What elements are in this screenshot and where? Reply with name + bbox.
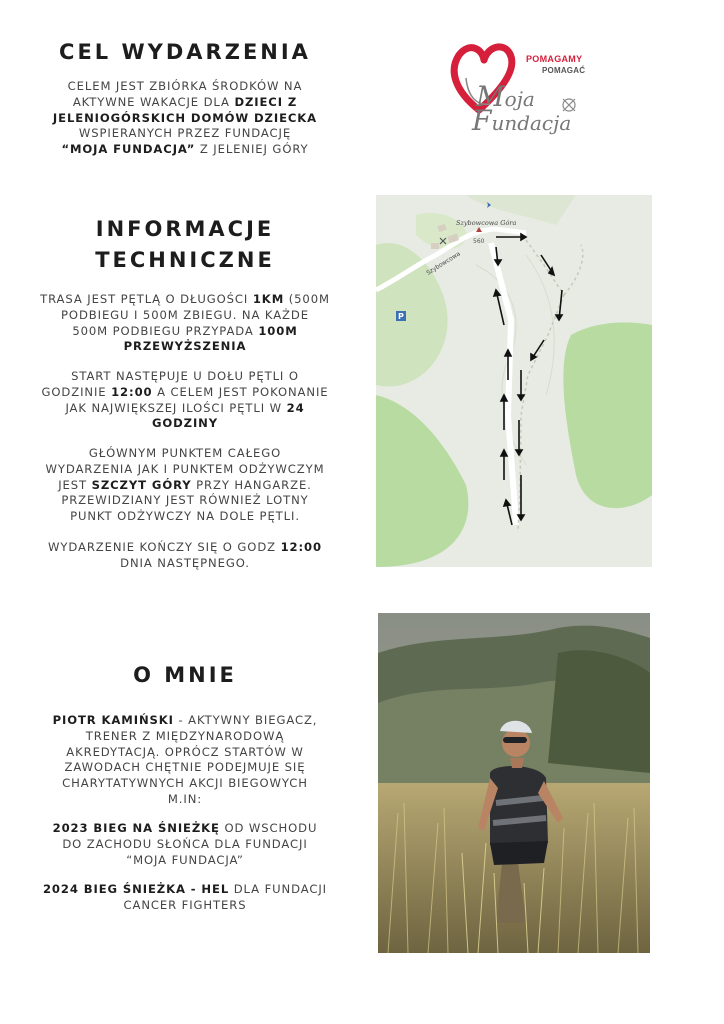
text-line: TRASA JEST PĘTLĄ O DŁUGOŚCI [40,292,253,306]
forest-area [563,323,652,509]
runner-photo [378,613,650,953]
text-line: DNIA NASTĘPNEGO. [120,555,250,570]
section-title-event-goal: CEL WYDARZENIA [59,40,311,64]
logo-script-2: Fundacja [472,104,572,137]
text-line: 500M PODBIEGU PRZYPADA [72,323,259,338]
section-title-technical-info [40,214,330,276]
parking-label: P [398,312,404,321]
logo-script-1: Moja [476,80,535,113]
title-line: TECHNICZNE [95,248,275,272]
text-line: GODZINIE [41,384,112,399]
text-line: OD WSCHODU [219,821,318,835]
text-line: GŁÓWNYM PUNKTEM CAŁEGO [88,446,282,460]
text-bold: 2023 BIEG NA ŚNIEŻKĘ [52,821,220,835]
text-bold: “MOJA FUNDACJA” [61,142,196,157]
text-line: TRENER Z MIĘDZYNARODOWĄ [85,728,285,743]
text-bold: DZIECI Z [234,94,298,109]
text-bold: JELENIOGÓRSKICH DOMÓW DZIECKA [52,110,318,125]
trail [518,240,564,530]
text-line: DLA FUNDACJI [229,882,328,896]
text-line: DO ZACHODU SŁOŃCA DLA FUNDACJI [62,836,308,851]
logo-line1: POMAGAMY [526,54,583,64]
text-line: Z JELENIEJ GÓRY [195,142,309,157]
runner-photo-drawing [378,613,650,953]
text-line: AKREDYTACJĄ. OPRÓCZ STARTÓW W [66,744,304,759]
text-line: PUNKT ODŻYWCZY NA DOLE PĘTLI. [70,509,300,524]
technical-info-text-4 [28,540,342,572]
technical-info-text-1 [28,292,342,355]
text-bold: GODZINY [151,416,219,431]
text-line: WYDARZENIE KOŃCZY SIĘ O GODZ [48,540,281,554]
text-bold: SZCZYT GÓRY [91,477,192,492]
about-me-text-3 [28,882,342,914]
text-line: CELEM JEST ZBIÓRKA ŚRODKÓW NA [67,79,303,93]
text-line: JAK NAJWIĘKSZEJ ILOŚCI PĘTLI W [65,400,287,415]
section-title-about-me: O MNIE [133,663,237,687]
title-line: INFORMACJE [95,217,275,241]
text-bold: 12:00 [280,540,322,554]
text-line: AKTYWNE WAKACJE DLA [72,94,235,109]
text-line: CANCER FIGHTERS [123,897,247,912]
logo-script-text: oja [504,87,535,111]
route-arrows [494,234,562,525]
text-line: CHARYTATYWNYCH AKCJI BIEGOWYCH [62,776,308,791]
text-line: PODBIEGU I 500M ZBIEGU. NA KAŻDE [61,307,309,322]
text-bold: 24 [286,400,305,415]
text-line: WSPIERANYCH PRZEZ FUNDACJĘ [78,126,292,141]
logo-script-text: undacja [491,111,572,135]
logo-line2: POMAGAĆ [542,66,586,75]
text-line: WYDARZENIA JAK I PUNKTEM ODŻYWCZYM [45,461,325,476]
text-bold: 1KM [252,292,285,306]
text-line: (500M [284,292,330,306]
text-line: JEST [58,477,92,492]
path [491,243,516,525]
map-elevation-label: 560 [473,238,485,245]
forest-area [376,395,468,567]
map-road-label: Szybowcowa [425,250,462,277]
text-bold: 100M [258,323,298,338]
text-line: M.IN: [167,791,203,806]
route-map [376,195,652,567]
text-line: START NASTĘPUJE U DOŁU PĘTLI O [71,369,299,383]
text-line: - AKTYWNY BIEGACZ, [173,713,318,727]
text-bold: 2024 BIEG ŚNIEŻKA - HEL [42,882,230,896]
technical-info-text-2 [28,369,342,432]
text-line: PRZY HANGARZE. [191,477,312,492]
text-line: “MOJA FUNDACJA” [126,852,244,867]
text-line: PRZEWIDZIANY JEST RÓWNIEŻ LOTNY [61,493,309,508]
about-me-text-1 [28,713,342,808]
event-goal-text [30,79,340,158]
map-place-label: Szybowcowa Góra [456,219,517,227]
text-line: A CELEM JEST POKONANIE [152,384,329,399]
text-bold: PRZEWYŻSZENIA [123,339,247,354]
text-bold: 12:00 [111,384,153,399]
technical-info-text-3 [28,446,342,525]
text-line: ZAWODACH CHĘTNIE PODEJMUJE SIĘ [64,760,306,775]
text-bold: PIOTR KAMIŃSKI [52,713,174,727]
about-me-text-2 [28,821,342,868]
route-map-drawing [376,195,652,567]
